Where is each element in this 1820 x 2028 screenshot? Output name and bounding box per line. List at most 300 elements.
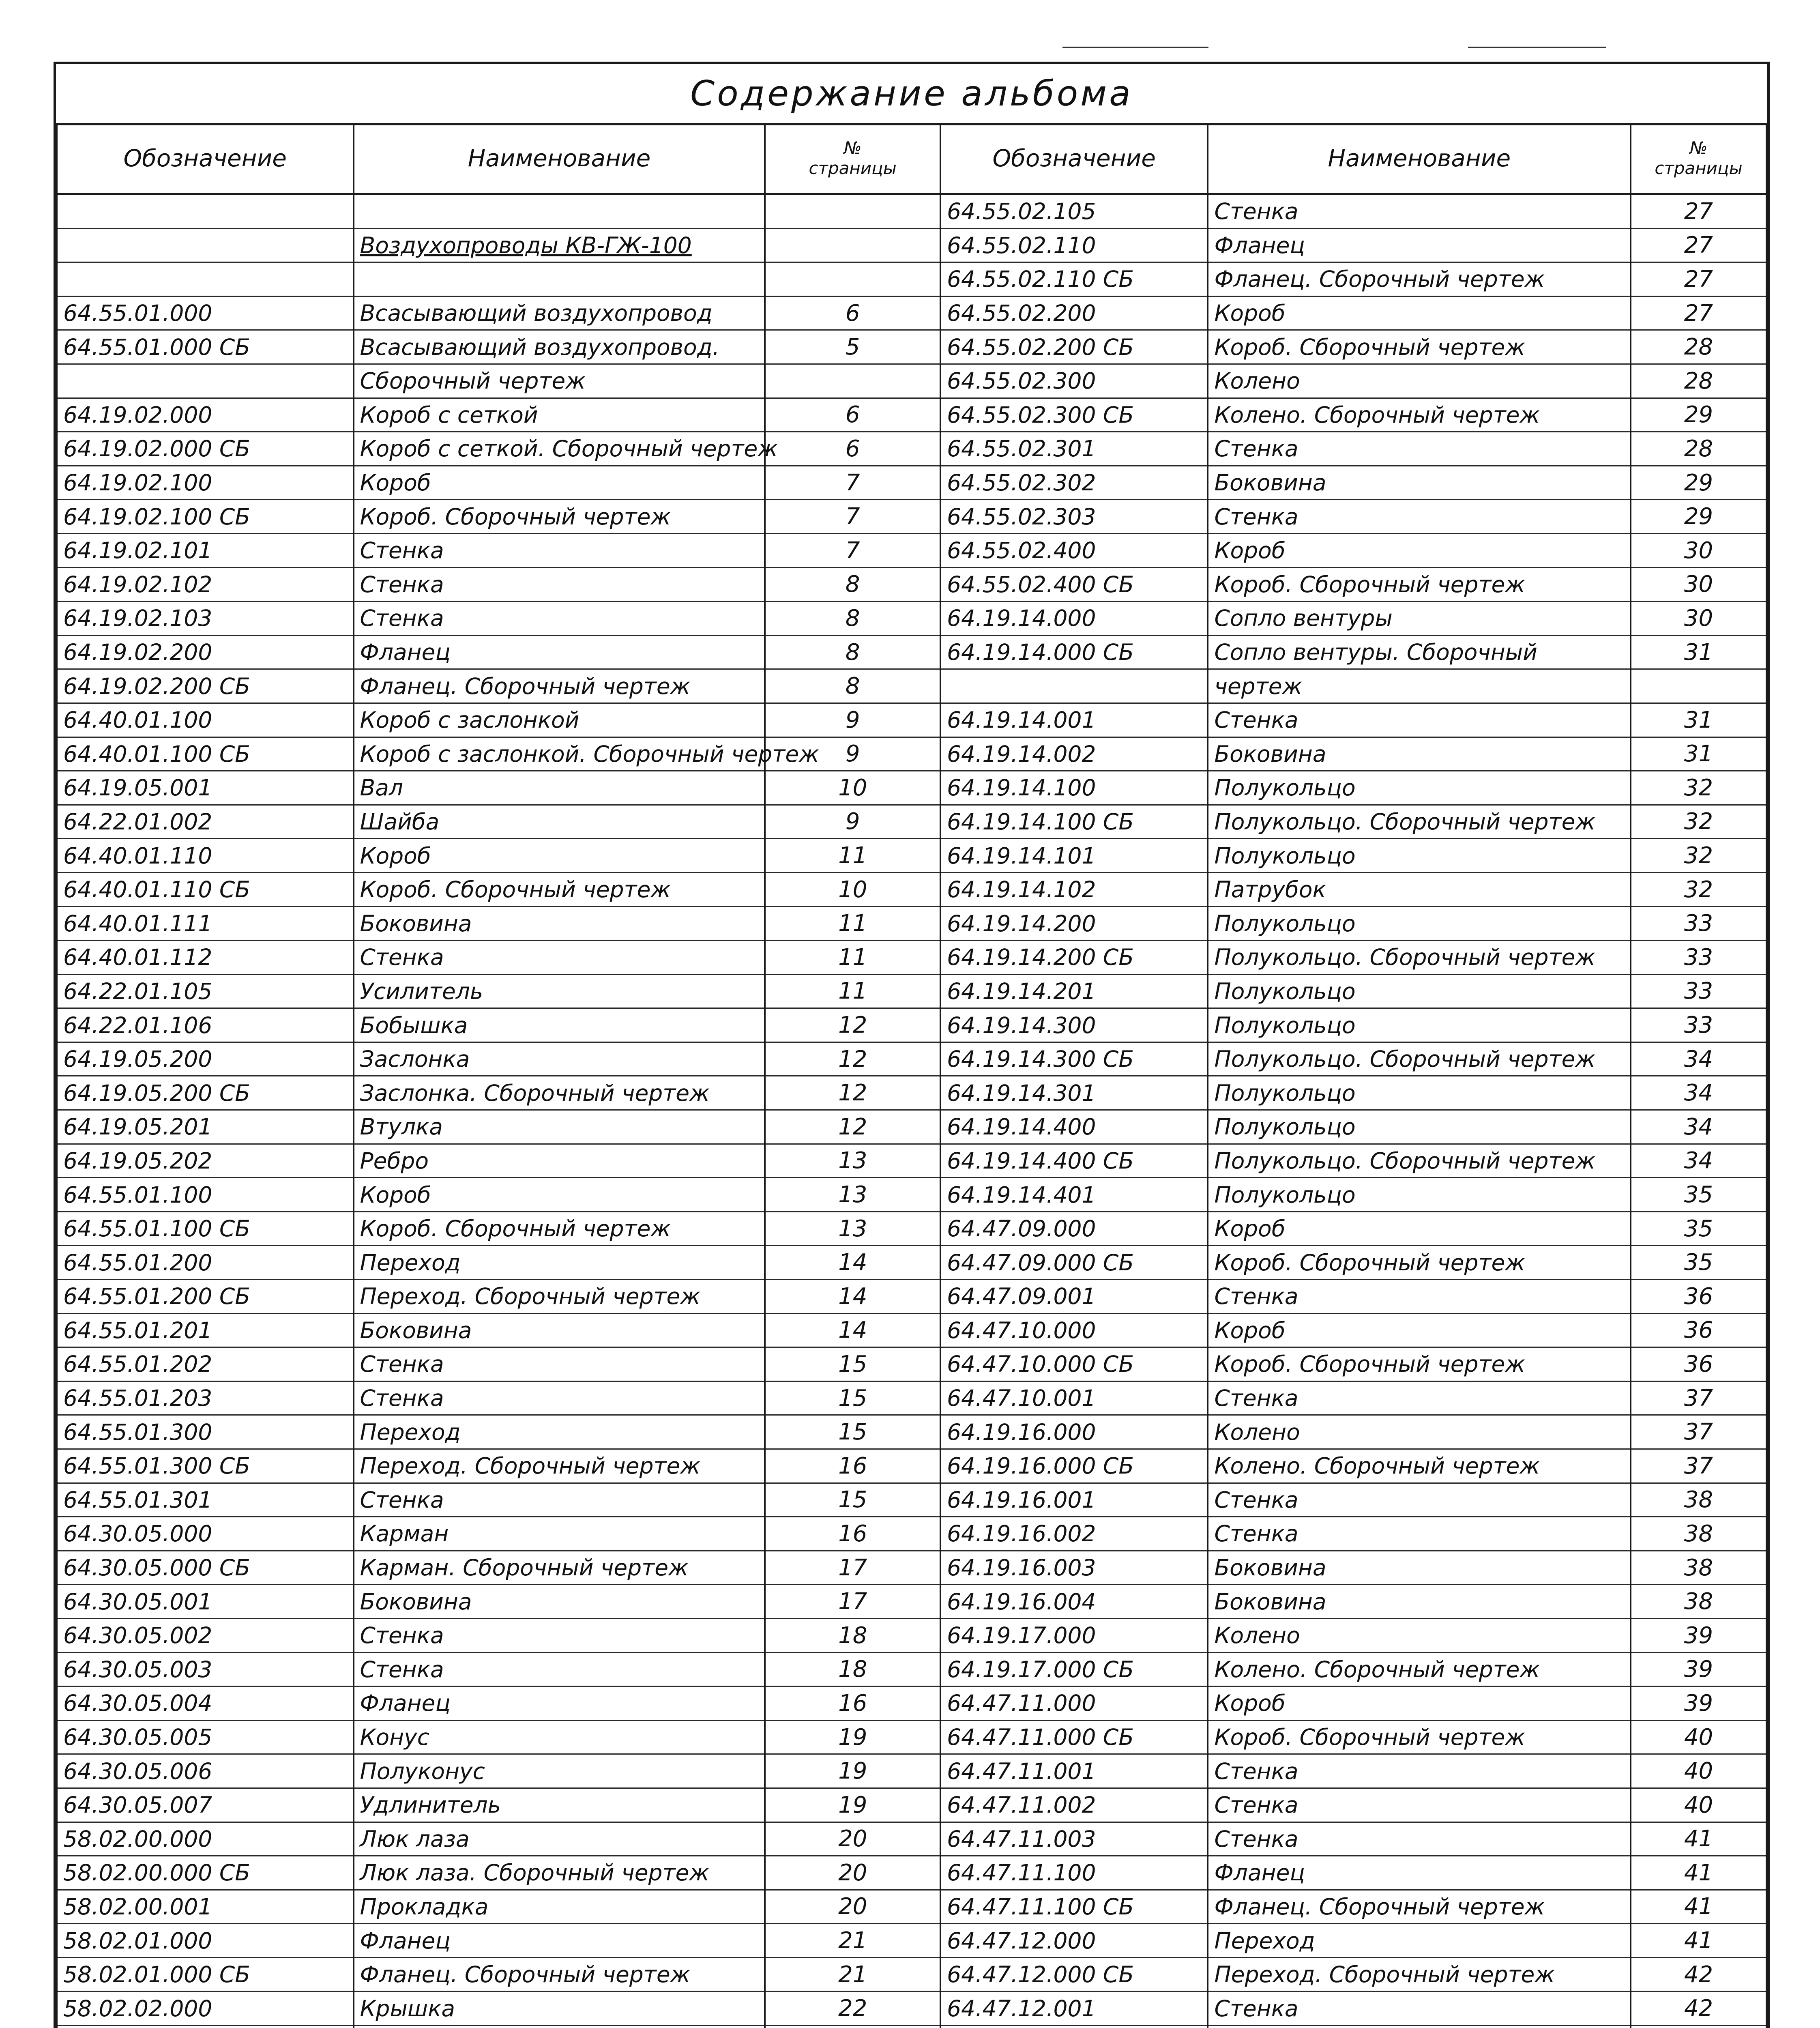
cell-name-left: Карман [354,1517,765,1551]
cell-designation-left: 64.19.02.101 [57,533,354,567]
cell-page-right: 32 [1631,805,1766,839]
cell-name-left: Карман. Сборочный чертеж [354,1551,765,1585]
cell-page-left: 16 [765,1686,940,1721]
cell-name-left: Люк лаза. Сборочный чертеж [354,1856,765,1890]
cell-name-left: Фланец. Сборочный чертеж [354,1957,765,1991]
cell-page-left: 10 [765,771,940,805]
cell-designation-left: 64.19.02.100 СБ [57,500,354,534]
cell-designation-right: 64.19.14.300 СБ [940,1042,1208,1076]
cell-name-left: Короб [354,1178,765,1212]
cell-name-right: Стенка [1208,1517,1631,1551]
cell-name-left: Стенка [354,602,765,636]
cell-name-right: Полукольцо [1208,907,1631,941]
header-page-word: страницы [809,158,897,178]
table-row [57,1042,1766,1076]
cell-name-right: Короб [1208,1212,1631,1246]
cell-page-left: 22 [765,1991,940,2026]
cell-name-left: Крышка [354,1991,765,2026]
cell-page-right: 38 [1631,1517,1766,1551]
cell-page-left: 16 [765,1517,940,1551]
cell-name-left: Полуконус [354,1754,765,1788]
cell-page-right: 27 [1631,296,1766,330]
cell-name-right: Колено. Сборочный чертеж [1208,1652,1631,1686]
table-row [57,602,1766,636]
table-row [57,1110,1766,1144]
cell-page-right: 32 [1631,771,1766,805]
cell-page-right: 33 [1631,974,1766,1008]
cell-designation-right: 64.47.09.001 [940,1280,1208,1314]
cell-designation-left: 64.40.01.100 СБ [57,737,354,771]
table-row [57,771,1766,805]
cell-designation-left: 64.40.01.111 [57,907,354,941]
cell-designation-right: 64.55.02.302 [940,466,1208,500]
cell-designation-right: 64.47.11.100 СБ [940,1890,1208,1924]
cell-page-right: 36 [1631,1280,1766,1314]
cell-name-left: Стенка [354,533,765,567]
table-row [57,805,1766,839]
cell-designation-right: 64.19.14.002 [940,737,1208,771]
cell-designation-right: 64.55.02.200 СБ [940,330,1208,364]
cell-designation-left: 64.55.01.202 [57,1347,354,1381]
cell-page-left: 7 [765,500,940,534]
cell-name-right: Переход [1208,1924,1631,1958]
cell-page-right: 30 [1631,533,1766,567]
cell-name-left: Воздухопроводы КВ-ГЖ-100 [354,228,765,262]
cell-page-left: 11 [765,941,940,975]
cell-page-right: 38 [1631,1483,1766,1517]
cell-name-right: Колено [1208,364,1631,398]
cell-page-left: 19 [765,1754,940,1788]
cell-designation-right: 64.19.14.201 [940,974,1208,1008]
cell-designation-left: 64.30.05.005 [57,1720,354,1754]
cell-designation-left [57,194,354,229]
cell-name-left: Стенка [354,1483,765,1517]
table-row [57,1788,1766,1822]
table-row [57,1313,1766,1347]
cell-designation-right: 64.47.12.000 [940,1924,1208,1958]
cell-designation-left: 64.30.05.006 [57,1754,354,1788]
header-designation-left: Обозначение [57,123,354,194]
cell-designation-right: 64.55.02.400 [940,533,1208,567]
cell-name-right: Стенка [1208,1381,1631,1415]
table-row [57,228,1766,262]
cell-page-right: 40 [1631,1788,1766,1822]
cell-page-right: 41 [1631,1822,1766,1856]
cell-page-right: 30 [1631,602,1766,636]
cell-designation-right: 64.19.14.101 [940,839,1208,873]
cell-page-right: 42 [1631,1991,1766,2026]
cell-designation-left: 64.40.01.110 [57,839,354,873]
cell-page-right: 33 [1631,907,1766,941]
cell-designation-right [940,2026,1208,2028]
table-row [57,1585,1766,1619]
cell-page-right: 29 [1631,398,1766,432]
cell-designation-left: 64.55.01.100 СБ [57,1212,354,1246]
cell-page-right: 28 [1631,432,1766,466]
cell-page-left: 17 [765,1585,940,1619]
table-row [57,1517,1766,1551]
header-page-no: № [1689,138,1708,158]
cell-name-right: Полукольцо [1208,1008,1631,1042]
cell-page-left: 19 [765,1720,940,1754]
cell-page-right: 33 [1631,1008,1766,1042]
table-row [57,1008,1766,1042]
table-row [57,533,1766,567]
cell-page-right: 41 [1631,1856,1766,1890]
cell-page-left: 12 [765,1042,940,1076]
cell-designation-right: 64.55.02.301 [940,432,1208,466]
cell-page-right: 29 [1631,500,1766,534]
table-row [57,1924,1766,1958]
cell-designation-right: 64.55.02.400 СБ [940,567,1208,602]
cell-designation-left: 64.19.05.001 [57,771,354,805]
table-row [57,1720,1766,1754]
cell-designation-left: 64.30.05.003 [57,1652,354,1686]
cell-designation-right: 64.47.09.000 [940,1212,1208,1246]
cell-page-left: 13 [765,1212,940,1246]
contents-sheet [54,62,1770,2028]
cell-designation-left: 64.55.01.200 СБ [57,1280,354,1314]
cell-designation-left: 64.40.01.100 [57,703,354,737]
table-row [57,1686,1766,1721]
cell-page-left: 16 [765,1449,940,1483]
table-row [57,635,1766,669]
cell-designation-right: 64.47.11.003 [940,1822,1208,1856]
cell-page-right: 40 [1631,1720,1766,1754]
cell-name-right: Колено [1208,1618,1631,1652]
cell-page-left: 6 [765,296,940,330]
cell-designation-right: 64.19.17.000 [940,1618,1208,1652]
cell-name-left [354,262,765,296]
cell-designation-right: 64.19.14.000 [940,602,1208,636]
cell-page-right: 35 [1631,1178,1766,1212]
cell-designation-right: 64.19.16.000 СБ [940,1449,1208,1483]
cell-designation-left: 64.40.01.110 СБ [57,872,354,907]
cell-designation-left: 58.02.01.000 [57,1924,354,1958]
cell-name-right: Полукольцо [1208,771,1631,805]
cell-name-right: Полукольцо [1208,1178,1631,1212]
table-row [57,500,1766,534]
cell-page-right: 38 [1631,1551,1766,1585]
table-row [57,194,1766,229]
cell-designation-left: 64.19.02.100 [57,466,354,500]
table-body [57,194,1766,2028]
cell-page-right: 33 [1631,941,1766,975]
contents-table [56,123,1767,2028]
cell-page-left: 10 [765,872,940,907]
cell-designation-left: 64.19.05.201 [57,1110,354,1144]
cell-name-left: Переход. Сборочный чертеж [354,1449,765,1483]
table-row [57,941,1766,975]
cell-name-left: Переход [354,1415,765,1449]
cell-name-right: Полукольцо. Сборочный чертеж [1208,1042,1631,1076]
cell-page-right: 41 [1631,1890,1766,1924]
cell-designation-right: 64.55.02.200 [940,296,1208,330]
cell-name-right: Фланец [1208,228,1631,262]
cell-name-left: Стенка [354,1347,765,1381]
cell-page-right: 39 [1631,1686,1766,1721]
cell-designation-right: 64.19.14.200 [940,907,1208,941]
cell-name-right: Короб [1208,1313,1631,1347]
cell-designation-left: 64.30.05.007 [57,1788,354,1822]
page-title: Содержание альбома [56,64,1767,125]
cell-designation-right: 64.47.12.001 [940,1991,1208,2026]
cell-name-left: Люк лаза [354,1822,765,1856]
table-row [57,1890,1766,1924]
cell-name-left: Короб с заслонкой. Сборочный чертеж [354,737,765,771]
cell-page-left: 18 [765,1652,940,1686]
cell-designation-left: 64.30.05.000 СБ [57,1551,354,1585]
cell-page-left: 7 [765,533,940,567]
table-row [57,432,1766,466]
cell-name-right: Стенка [1208,1991,1631,2026]
table-row [57,1212,1766,1246]
cell-page-right: 36 [1631,1313,1766,1347]
cell-page-left: 17 [765,1551,940,1585]
cell-name-right [1208,2026,1631,2028]
cell-designation-right: 64.19.17.000 СБ [940,1652,1208,1686]
cell-designation-right: 64.19.14.100 СБ [940,805,1208,839]
cell-name-right: Полукольцо [1208,1076,1631,1110]
cell-name-left: Всасывающий воздухопровод. [354,330,765,364]
cell-page-left: 15 [765,1483,940,1517]
cell-designation-right: 64.47.11.000 СБ [940,1720,1208,1754]
cell-page-right: 35 [1631,1212,1766,1246]
cell-name-right: Стенка [1208,194,1631,229]
cell-page-right: 30 [1631,567,1766,602]
cell-name-left: Фланец [354,1924,765,1958]
header-page-word: страницы [1655,158,1743,178]
cell-designation-left: 58.02.00.000 [57,1822,354,1856]
cell-designation-left: 64.30.05.000 [57,1517,354,1551]
cell-page-left: 12 [765,1008,940,1042]
cell-designation-left: 64.19.02.200 СБ [57,669,354,703]
cell-name-right: Стенка [1208,1754,1631,1788]
cell-designation-right: 64.55.02.303 [940,500,1208,534]
cell-name-right: Колено. Сборочный чертеж [1208,398,1631,432]
table-row [57,839,1766,873]
cell-name-left: Переход [354,1246,765,1280]
table-row [57,1856,1766,1890]
cell-designation-right: 64.47.10.000 СБ [940,1347,1208,1381]
cell-page-right: 28 [1631,364,1766,398]
cell-name-right: Патрубок [1208,872,1631,907]
cell-name-left: Стенка [354,1618,765,1652]
cell-page-left: 8 [765,669,940,703]
cell-page-left: 11 [765,839,940,873]
cell-name-right: Стенка [1208,1822,1631,1856]
cell-page-left: 21 [765,1924,940,1958]
cell-designation-right: 64.19.16.002 [940,1517,1208,1551]
cell-designation-right: 64.19.14.300 [940,1008,1208,1042]
cell-name-right: Боковина [1208,466,1631,500]
table-row [57,1652,1766,1686]
cell-designation-left: 64.55.01.000 СБ [57,330,354,364]
cell-designation-left: 64.55.01.203 [57,1381,354,1415]
cell-page-left [765,194,940,229]
cell-designation-left: 64.30.05.002 [57,1618,354,1652]
header-name-right: Наименование [1208,123,1631,194]
cell-name-left: Сборочный чертеж [354,364,765,398]
table-row [57,1822,1766,1856]
cell-page-left: 14 [765,1246,940,1280]
cell-designation-right: 64.19.14.200 СБ [940,941,1208,975]
header-designation-right: Обозначение [940,123,1208,194]
cell-page-right: 41 [1631,1924,1766,1958]
cell-designation-left: 58.02.00.000 СБ [57,1856,354,1890]
cell-name-left: Короб. Сборочный чертеж [354,1212,765,1246]
cell-name-right: Сопло вентуры [1208,602,1631,636]
cell-page-right: 27 [1631,228,1766,262]
cell-designation-right: 64.55.02.110 СБ [940,262,1208,296]
cell-page-right: 37 [1631,1449,1766,1483]
table-row [57,872,1766,907]
table-row [57,1551,1766,1585]
table-row [57,1957,1766,1991]
cell-page-left: 15 [765,1381,940,1415]
cell-name-left [354,194,765,229]
table-row [57,1618,1766,1652]
cell-page-right: 27 [1631,262,1766,296]
cell-designation-left [57,364,354,398]
cell-page-left: 19 [765,1788,940,1822]
cell-designation-left [57,262,354,296]
cell-name-left: Втулка [354,1110,765,1144]
cell-name-right: Полукольцо [1208,839,1631,873]
cell-designation-right: 64.19.16.001 [940,1483,1208,1517]
cell-page-left: 9 [765,737,940,771]
cell-name-right: Боковина [1208,737,1631,771]
header-page-left [765,123,940,194]
cell-page-left: 18 [765,1618,940,1652]
table-row [57,703,1766,737]
cell-designation-right: 64.47.11.100 [940,1856,1208,1890]
cell-page-right: 31 [1631,737,1766,771]
top-edge-line [1468,47,1606,48]
cell-name-right: Полукольцо. Сборочный чертеж [1208,941,1631,975]
table-row [57,1347,1766,1381]
cell-name-left: Вал [354,771,765,805]
cell-page-right: 31 [1631,703,1766,737]
cell-designation-left [57,228,354,262]
cell-name-right: Фланец. Сборочный чертеж [1208,1890,1631,1924]
table-row [57,567,1766,602]
table-row [57,1381,1766,1415]
cell-name-right: Колено. Сборочный чертеж [1208,1449,1631,1483]
cell-page-left: 9 [765,703,940,737]
cell-name-left: Шайба [354,805,765,839]
cell-designation-right: 64.19.16.004 [940,1585,1208,1619]
cell-designation-right: 64.19.14.400 [940,1110,1208,1144]
table-row [57,974,1766,1008]
cell-page-left: 11 [765,907,940,941]
cell-page-right: 36 [1631,1347,1766,1381]
cell-designation-left: 64.22.01.105 [57,974,354,1008]
cell-page-left: 5 [765,330,940,364]
cell-designation-left: 58.02.01.000 СБ [57,1957,354,1991]
cell-name-left: Фланец. Сборочный чертеж [354,669,765,703]
cell-name-right: Фланец. Сборочный чертеж [1208,262,1631,296]
table-row [57,1178,1766,1212]
header-name-left: Наименование [354,123,765,194]
cell-page-left: 14 [765,1313,940,1347]
cell-name-right: Полукольцо. Сборочный чертеж [1208,805,1631,839]
cell-page-right: 32 [1631,839,1766,873]
cell-page-left [765,262,940,296]
cell-page-left: 12 [765,1110,940,1144]
cell-name-left: Всасывающий воздухопровод [354,296,765,330]
cell-name-left: Фланец [354,1686,765,1721]
header-page-right [1631,123,1766,194]
cell-name-right: Фланец [1208,1856,1631,1890]
cell-name-left: Стенка [354,567,765,602]
cell-designation-right: 64.19.16.000 [940,1415,1208,1449]
cell-designation-left: 58.02.02.000 [57,1991,354,2026]
table-row [57,1991,1766,2026]
cell-designation-left: 64.55.01.300 СБ [57,1449,354,1483]
cell-page-right: 34 [1631,1144,1766,1178]
cell-designation-right: 64.47.11.000 [940,1686,1208,1721]
cell-designation-left: 64.30.05.004 [57,1686,354,1721]
cell-page-left: 14 [765,1280,940,1314]
cell-designation-right: 64.55.02.105 [940,194,1208,229]
table-row [57,466,1766,500]
cell-name-left: Короб с заслонкой [354,703,765,737]
table-row [57,1483,1766,1517]
cell-designation-right: 64.55.02.110 [940,228,1208,262]
cell-name-left: Стенка [354,941,765,975]
cell-designation-left: 64.55.01.000 [57,296,354,330]
cell-name-right: Короб [1208,533,1631,567]
cell-designation-right: 64.47.11.002 [940,1788,1208,1822]
cell-name-right: Полукольцо. Сборочный чертеж [1208,1144,1631,1178]
cell-page-left: 15 [765,1347,940,1381]
cell-designation-left: 64.19.02.103 [57,602,354,636]
cell-name-right: Полукольцо [1208,1110,1631,1144]
cell-designation-right: 64.47.10.000 [940,1313,1208,1347]
cell-page-right: 27 [1631,194,1766,229]
table-row [57,1144,1766,1178]
cell-name-right: Стенка [1208,432,1631,466]
table-row [57,1754,1766,1788]
table-row [57,669,1766,703]
table-row [57,398,1766,432]
cell-page-left: 20 [765,1822,940,1856]
cell-name-right: чертеж [1208,669,1631,703]
cell-designation-right: 64.19.14.000 СБ [940,635,1208,669]
cell-page-left: 13 [765,1178,940,1212]
header-row [57,123,1766,194]
cell-page-right: 34 [1631,1076,1766,1110]
cell-name-left: Короб [354,466,765,500]
cell-name-left: Короб. Сборочный чертеж [354,500,765,534]
cell-designation-left: 58.02.00.001 [57,1890,354,1924]
cell-page-right: 38 [1631,1585,1766,1619]
cell-page-right: 42 [1631,1957,1766,1991]
cell-page-right [1631,2026,1766,2028]
table-row [57,1246,1766,1280]
cell-name-left: Усилитель [354,974,765,1008]
cell-name-right: Боковина [1208,1551,1631,1585]
cell-page-right: 29 [1631,466,1766,500]
cell-name-left: Стенка [354,1652,765,1686]
cell-name-right: Короб [1208,296,1631,330]
cell-name-left: Короб с сеткой. Сборочный чертеж [354,432,765,466]
cell-page-right: 34 [1631,1110,1766,1144]
cell-name-left: Короб [354,839,765,873]
cell-designation-right: 64.47.10.001 [940,1381,1208,1415]
cell-page-left: 11 [765,974,940,1008]
